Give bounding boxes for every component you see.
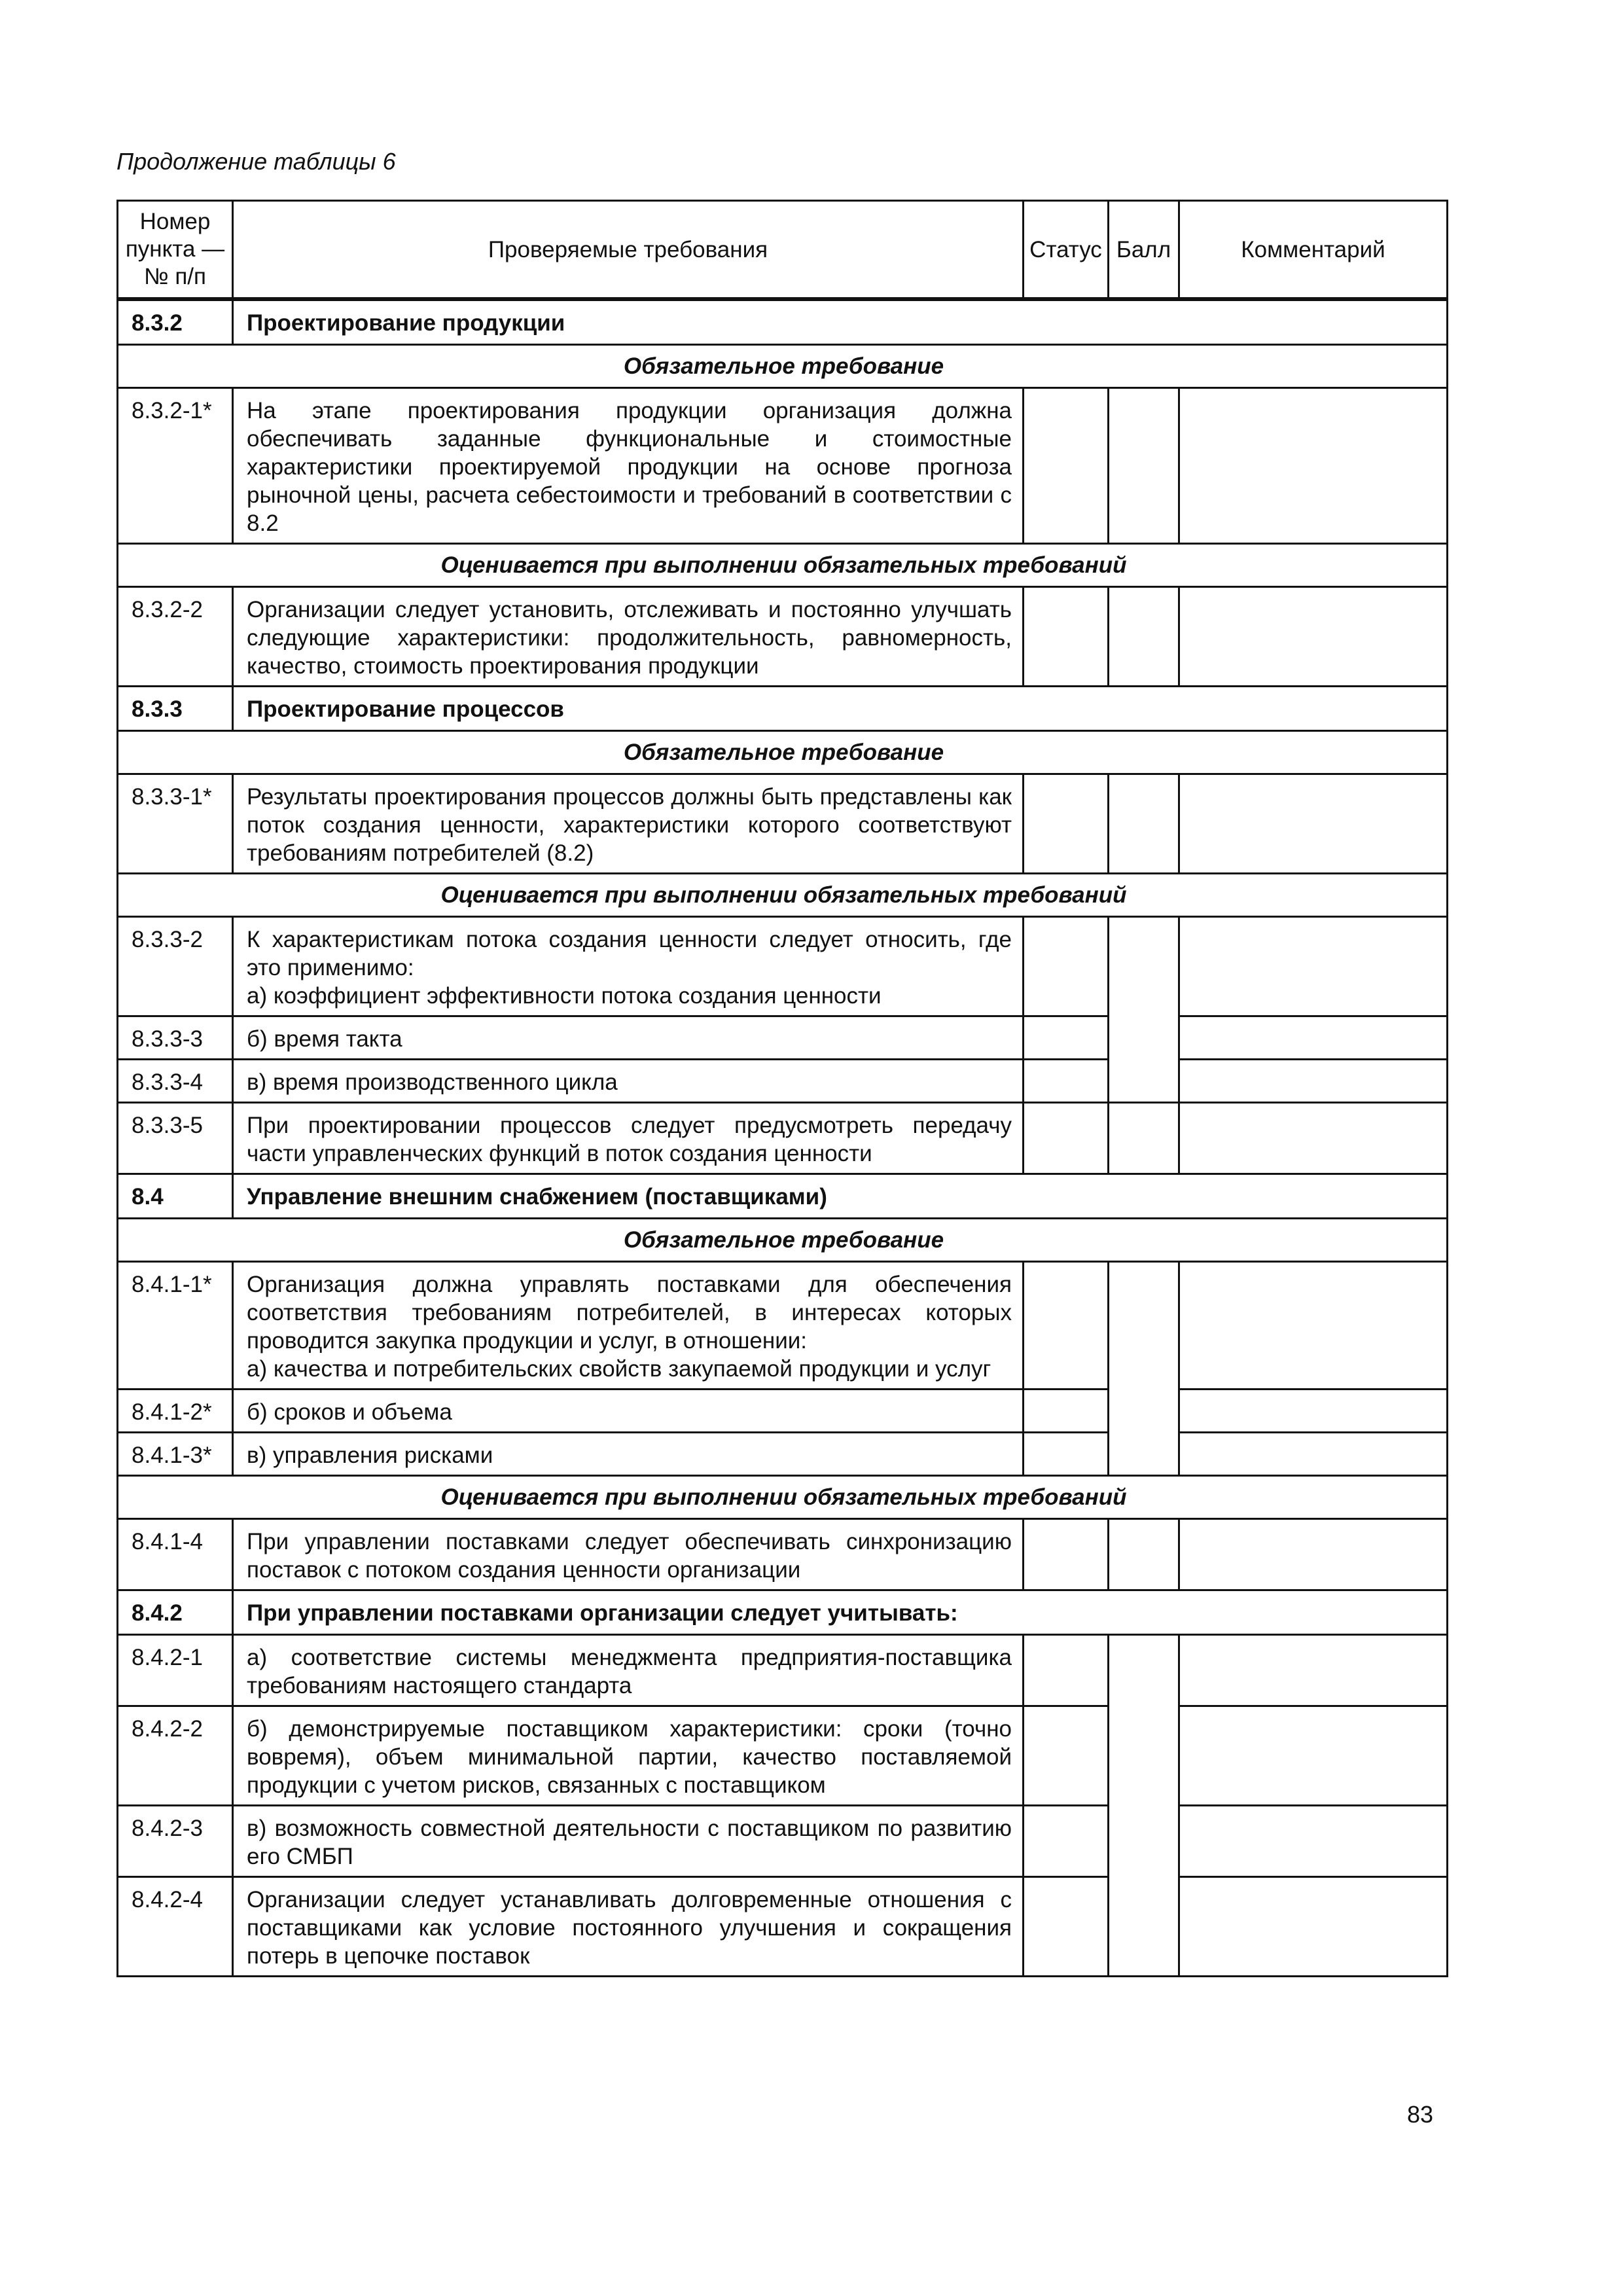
table-row (118, 1635, 1448, 1706)
subheading-row (118, 731, 1448, 774)
item-number: 8.4.1-3* (118, 1433, 233, 1476)
section-row (118, 300, 1448, 345)
section-number: 8.4.2 (118, 1590, 233, 1635)
item-number: 8.3.3-3 (118, 1016, 233, 1060)
item-text: При проектировании процессов следует предусмотреть передачу части управленческих функций в поток создания ценности (233, 1103, 1024, 1174)
status-cell[interactable] (1024, 1016, 1109, 1060)
comment-cell[interactable] (1179, 587, 1448, 687)
comment-cell[interactable] (1179, 1433, 1448, 1476)
comment-cell[interactable] (1179, 1635, 1448, 1706)
section-row (118, 1174, 1448, 1219)
subheading-label: Обязательное требование (118, 1219, 1448, 1262)
header-number: Номер пункта — № п/п (118, 201, 233, 298)
item-text: При управлении поставками следует обеспечивать синхронизацию поставок с потоком создания ценности организации (233, 1519, 1024, 1590)
item-text: Результаты проектирования процессов должны быть представлены как поток создания ценности, характеристики которого соответствуют требованиям потребителей (8.2) (233, 774, 1024, 874)
item-number: 8.4.2-4 (118, 1877, 233, 1977)
comment-cell[interactable] (1179, 1060, 1448, 1103)
item-number: 8.3.3-4 (118, 1060, 233, 1103)
item-text: а) соответствие системы менеджмента предприятия-поставщика требованиям настоящего стандарта (233, 1635, 1024, 1706)
score-cell[interactable] (1109, 1519, 1179, 1590)
subheading-label: Оценивается при выполнении обязательных требований (118, 1476, 1448, 1519)
header-requirements: Проверяемые требования (233, 201, 1024, 298)
header-comment: Комментарий (1179, 201, 1448, 298)
table-row (118, 1877, 1448, 1977)
table-row (118, 1433, 1448, 1476)
score-cell-merged[interactable] (1109, 1635, 1179, 1977)
item-text: в) управления рисками (233, 1433, 1024, 1476)
table-row (118, 1262, 1448, 1390)
status-cell[interactable] (1024, 587, 1109, 687)
item-number: 8.3.2-2 (118, 587, 233, 687)
status-cell[interactable] (1024, 1519, 1109, 1590)
page-number: 83 (1407, 2101, 1434, 2128)
comment-cell[interactable] (1179, 917, 1448, 1016)
item-text: в) возможность совместной деятельности с поставщиком по развитию его СМБП (233, 1806, 1024, 1877)
score-cell-merged[interactable] (1109, 1262, 1179, 1476)
section-number: 8.3.3 (118, 687, 233, 731)
subheading-row (118, 874, 1448, 917)
header-score: Балл (1109, 201, 1179, 298)
table-row (118, 1706, 1448, 1806)
status-cell[interactable] (1024, 1103, 1109, 1174)
item-number: 8.4.2-1 (118, 1635, 233, 1706)
status-cell[interactable] (1024, 1390, 1109, 1433)
comment-cell[interactable] (1179, 1103, 1448, 1174)
item-number: 8.4.1-2* (118, 1390, 233, 1433)
table-row (118, 1060, 1448, 1103)
item-text: б) демонстрируемые поставщиком характеристики: сроки (точно вовремя), объем минимальной партии, качество поставляемой продукции с учетом рисков, связанных с поставщиком (233, 1706, 1024, 1806)
comment-cell[interactable] (1179, 1390, 1448, 1433)
subheading-row (118, 1476, 1448, 1519)
table-row (118, 1016, 1448, 1060)
table-row (118, 1390, 1448, 1433)
requirements-table (116, 200, 1448, 1977)
subheading-label: Оценивается при выполнении обязательных требований (118, 544, 1448, 587)
section-number: 8.3.2 (118, 300, 233, 345)
section-title: Управление внешним снабжением (поставщиками) (233, 1174, 1448, 1219)
table-row (118, 388, 1448, 544)
table-row (118, 774, 1448, 874)
item-number: 8.3.3-1* (118, 774, 233, 874)
score-cell[interactable] (1109, 388, 1179, 544)
comment-cell[interactable] (1179, 1806, 1448, 1877)
status-cell[interactable] (1024, 1806, 1109, 1877)
subheading-label: Оценивается при выполнении обязательных требований (118, 874, 1448, 917)
item-number: 8.3.2-1* (118, 388, 233, 544)
table-caption: Продолжение таблицы 6 (116, 148, 396, 175)
comment-cell[interactable] (1179, 1877, 1448, 1977)
item-text: Организация должна управлять поставками для обеспечения соответствия требованиям потребителей, в интересах которых проводится закупка продукции и услуг, в отношении: а) качества и потребительских свойств закупаемой продукции и услуг (233, 1262, 1024, 1390)
section-row (118, 687, 1448, 731)
comment-cell[interactable] (1179, 388, 1448, 544)
subheading-row (118, 1219, 1448, 1262)
comment-cell[interactable] (1179, 774, 1448, 874)
item-text: в) время производственного цикла (233, 1060, 1024, 1103)
item-text: б) сроков и объема (233, 1390, 1024, 1433)
status-cell[interactable] (1024, 917, 1109, 1016)
item-text: Организации следует установить, отслеживать и постоянно улучшать следующие характеристики: продолжительность, равномерность, качество, стоимость проектирования продукции (233, 587, 1024, 687)
status-cell[interactable] (1024, 1706, 1109, 1806)
item-number: 8.4.1-1* (118, 1262, 233, 1390)
status-cell[interactable] (1024, 1877, 1109, 1977)
score-cell[interactable] (1109, 774, 1179, 874)
item-number: 8.4.2-2 (118, 1706, 233, 1806)
item-number: 8.3.3-5 (118, 1103, 233, 1174)
table-row (118, 1103, 1448, 1174)
status-cell[interactable] (1024, 1262, 1109, 1390)
status-cell[interactable] (1024, 388, 1109, 544)
header-status: Статус (1024, 201, 1109, 298)
section-number: 8.4 (118, 1174, 233, 1219)
item-number: 8.3.3-2 (118, 917, 233, 1016)
score-cell-merged[interactable] (1109, 917, 1179, 1103)
item-number: 8.4.2-3 (118, 1806, 233, 1877)
subheading-row (118, 345, 1448, 388)
section-title: Проектирование продукции (233, 300, 1448, 345)
subheading-label: Обязательное требование (118, 731, 1448, 774)
score-cell[interactable] (1109, 587, 1179, 687)
status-cell[interactable] (1024, 1433, 1109, 1476)
table-header-row (118, 201, 1448, 298)
status-cell[interactable] (1024, 774, 1109, 874)
section-title: Проектирование процессов (233, 687, 1448, 731)
score-cell[interactable] (1109, 1103, 1179, 1174)
comment-cell[interactable] (1179, 1706, 1448, 1806)
table-row (118, 917, 1448, 1016)
item-text: К характеристикам потока создания ценности следует относить, где это применимо: а) коэффициент эффективности потока создания ценности (233, 917, 1024, 1016)
status-cell[interactable] (1024, 1635, 1109, 1706)
table-row (118, 1519, 1448, 1590)
comment-cell[interactable] (1179, 1519, 1448, 1590)
table-row (118, 1806, 1448, 1877)
item-text: Организации следует устанавливать долговременные отношения с поставщиками как условие постоянного улучшения и сокращения потерь в цепочке поставок (233, 1877, 1024, 1977)
item-text: б) время такта (233, 1016, 1024, 1060)
item-number: 8.4.1-4 (118, 1519, 233, 1590)
section-title: При управлении поставками организации следует учитывать: (233, 1590, 1448, 1635)
subheading-row (118, 544, 1448, 587)
section-row (118, 1590, 1448, 1635)
comment-cell[interactable] (1179, 1016, 1448, 1060)
table-row (118, 587, 1448, 687)
item-text: На этапе проектирования продукции организация должна обеспечивать заданные функциональные и стоимостные характеристики проектируемой продукции на основе прогноза рыночной цены, расчета себестоимости и требований в соответствии с 8.2 (233, 388, 1024, 544)
status-cell[interactable] (1024, 1060, 1109, 1103)
subheading-label: Обязательное требование (118, 345, 1448, 388)
comment-cell[interactable] (1179, 1262, 1448, 1390)
